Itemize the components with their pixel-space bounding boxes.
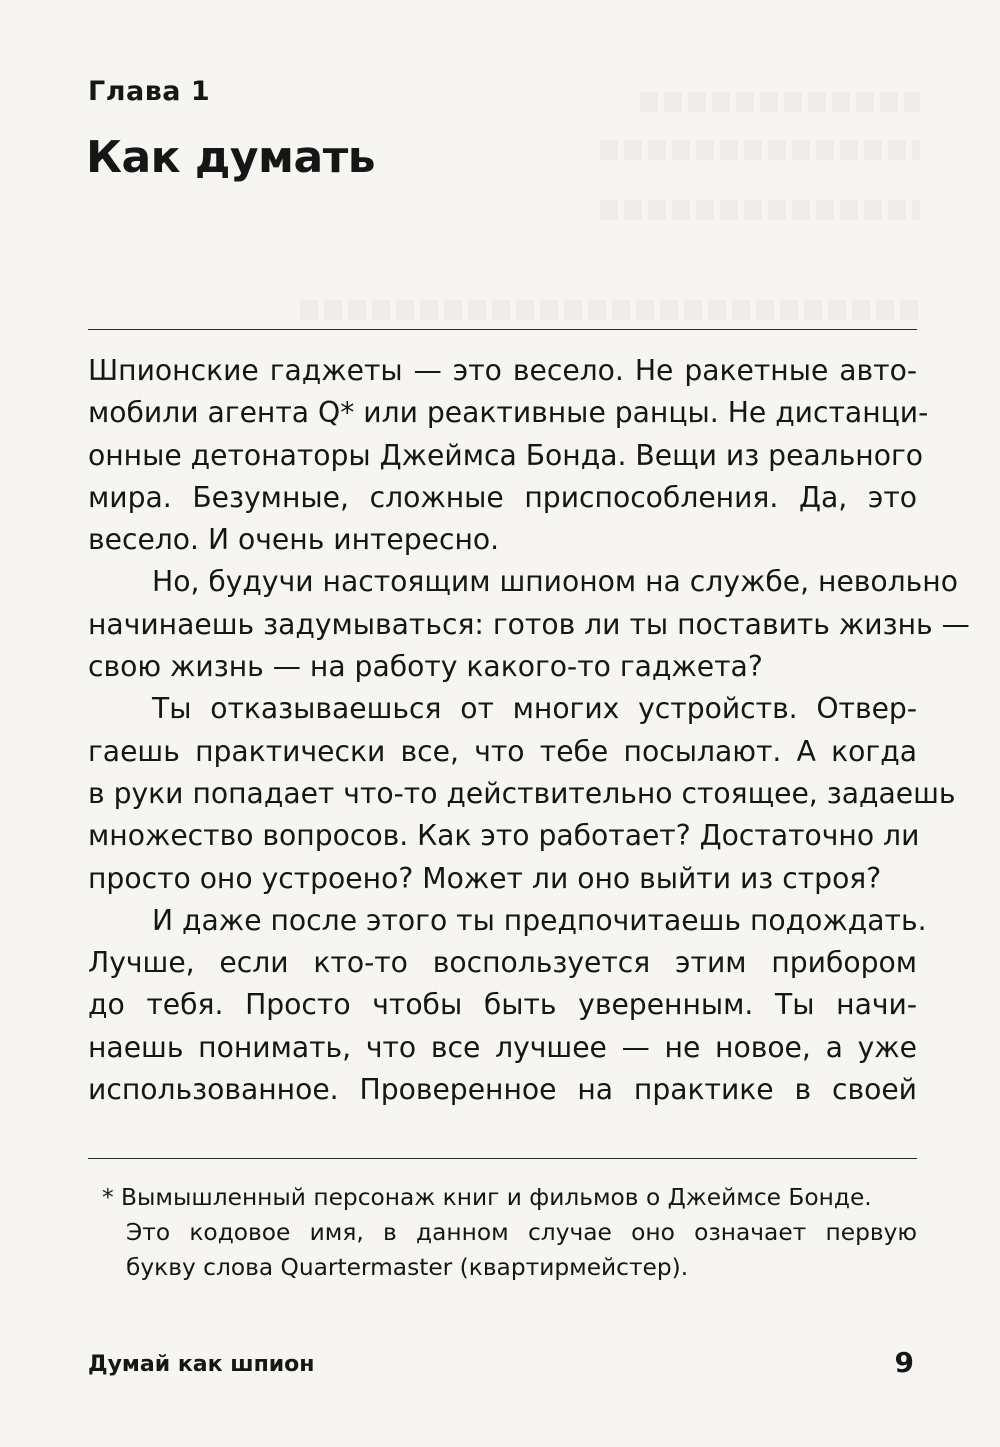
running-title: Думай как шпион	[88, 1352, 315, 1377]
page-number: 9	[894, 1346, 914, 1379]
footnote	[102, 1180, 917, 1285]
body-line: наешь понимать, что все лучшее — не новое, а уже	[88, 1030, 917, 1064]
body-line: свою жизнь — на работу какого-то гаджета?	[88, 650, 763, 684]
body-line: начинаешь задумываться: готов ли ты поставить жизнь —	[88, 607, 970, 641]
body-line: Но, будучи настоящим шпионом на службе, невольно	[152, 565, 958, 599]
body-line: в руки попадает что-то действительно стоящее, задаешь	[88, 776, 956, 810]
body-line: Лучше, если кто-то воспользуется этим прибором	[88, 946, 917, 980]
chapter-label: Глава 1	[88, 76, 211, 107]
footnote-line: * Вымышленный персонаж книг и фильмов о Джеймсе Бонде.	[102, 1184, 872, 1211]
body-line: до тебя. Просто чтобы быть уверенным. Ты начи-	[88, 988, 917, 1022]
body-line: мобили агента Q* или реактивные ранцы. Не дистанци-	[88, 396, 929, 430]
body-line: мира. Безумные, сложные приспособления. Да, это	[88, 480, 917, 514]
body-line: гаешь практически все, что тебе посылают. А когда	[88, 734, 917, 768]
footnote-divider	[88, 1158, 917, 1159]
chapter-divider	[88, 329, 917, 330]
body-line: весело. И очень интересно.	[88, 523, 500, 557]
body-line: просто оно устроено? Может ли оно выйти из строя?	[88, 861, 882, 895]
bleed-through-shadow	[300, 300, 920, 320]
body-line: Ты отказываешься от многих устройств. Отвер-	[152, 692, 917, 726]
footnote-line: букву слова Quartermaster (квартирмейстер).	[126, 1254, 689, 1281]
body-line: онные детонаторы Джеймса Бонда. Вещи из реального	[88, 438, 924, 472]
body-line: И даже после этого ты предпочитаешь подождать.	[152, 903, 927, 937]
body-line: Шпионские гаджеты — это весело. Не ракетные авто-	[88, 354, 917, 387]
footnote-line: Это кодовое имя, в данном случае оно означает первую	[126, 1219, 917, 1246]
chapter-title: Как думать	[86, 132, 376, 183]
bleed-through-shadow	[640, 92, 920, 112]
body-line: множество вопросов. Как это работает? Достаточно ли	[88, 819, 920, 853]
body-text	[88, 350, 970, 1111]
body-line: использованное. Проверенное на практике в своей	[88, 1073, 917, 1107]
bleed-through-shadow	[600, 140, 920, 160]
bleed-through-shadow	[600, 200, 920, 220]
